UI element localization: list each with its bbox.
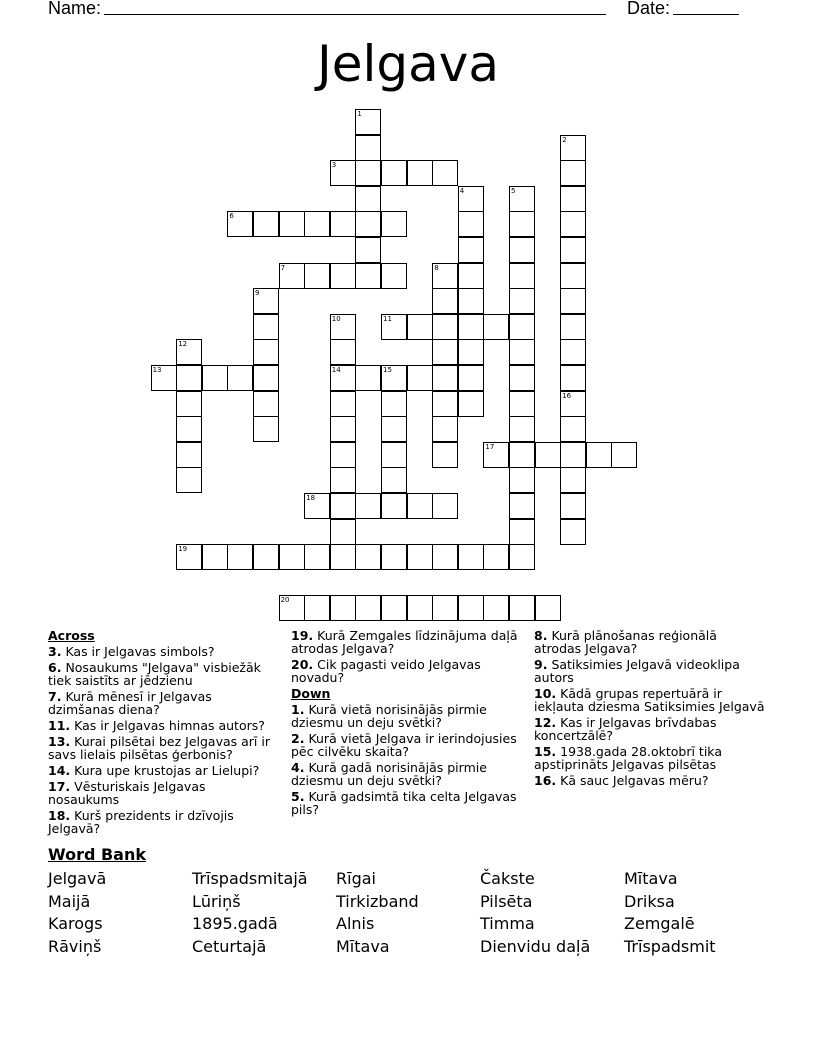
word-bank-item: Trīspadsmitajā bbox=[192, 869, 308, 888]
word-bank-item: Alnis bbox=[336, 914, 375, 933]
down-clue: 2. Kurā vietā Jelgava ir ierindojusies pēc cilvēku skaita? bbox=[291, 731, 517, 759]
clue-number: 16 bbox=[562, 391, 572, 400]
grid-cell[interactable] bbox=[227, 365, 253, 391]
grid-cell[interactable] bbox=[586, 442, 612, 468]
grid-cell[interactable] bbox=[483, 595, 509, 621]
clue-number: 14 bbox=[331, 366, 341, 374]
grid-cell[interactable] bbox=[330, 467, 356, 493]
word-bank-item: Čakste bbox=[480, 869, 535, 888]
grid-cell[interactable] bbox=[483, 442, 509, 468]
grid-cell[interactable] bbox=[330, 211, 356, 237]
word-bank-item: Jelgavā bbox=[48, 869, 107, 888]
clue-number: 15 bbox=[383, 366, 392, 374]
page-title: Jelgava bbox=[316, 35, 499, 93]
grid-cell[interactable] bbox=[304, 544, 330, 570]
grid-cell[interactable] bbox=[458, 314, 484, 340]
across-clue: 18. Kurš prezidents ir dzīvojis Jelgavā? bbox=[48, 808, 234, 836]
across-clue: 11. Kas ir Jelgavas himnas autors? bbox=[48, 718, 265, 733]
grid-cell[interactable] bbox=[253, 365, 279, 391]
grid-cell[interactable] bbox=[381, 442, 407, 468]
grid-cell[interactable] bbox=[509, 211, 535, 237]
grid-cell[interactable] bbox=[458, 288, 484, 314]
grid-cell[interactable] bbox=[432, 160, 458, 186]
word-bank-item: Mītava bbox=[336, 936, 390, 956]
grid-cell[interactable] bbox=[560, 442, 586, 468]
grid-cell[interactable] bbox=[560, 391, 586, 417]
grid-cell[interactable] bbox=[381, 467, 407, 493]
grid-cell[interactable] bbox=[560, 519, 586, 545]
grid-cell[interactable] bbox=[304, 493, 330, 519]
grid-cell[interactable] bbox=[381, 263, 407, 289]
grid-cell[interactable] bbox=[509, 467, 535, 493]
grid-cell[interactable] bbox=[253, 314, 279, 340]
grid-cell[interactable] bbox=[355, 595, 381, 621]
clue-number: 3 bbox=[331, 161, 337, 170]
grid-cell[interactable] bbox=[176, 467, 202, 493]
grid-cell[interactable] bbox=[458, 211, 484, 237]
grid-cell[interactable] bbox=[509, 391, 535, 417]
grid-cell[interactable] bbox=[560, 237, 586, 263]
down-heading: Down bbox=[291, 686, 331, 701]
grid-cell[interactable] bbox=[330, 544, 356, 570]
clue-number: 4 bbox=[459, 186, 465, 195]
grid-cell[interactable] bbox=[432, 263, 458, 289]
down-clue: 15. 1938.gada 28.oktobrī tika apstiprināts Jelgavas pilsētas bbox=[534, 744, 722, 772]
word-bank-item: Driksa bbox=[624, 891, 675, 911]
grid-cell[interactable] bbox=[381, 365, 407, 391]
word-bank-item: Lūriņš bbox=[192, 891, 241, 911]
grid-cell[interactable] bbox=[304, 211, 330, 237]
clue-number: 8 bbox=[434, 263, 439, 272]
grid-cell[interactable] bbox=[535, 595, 561, 621]
grid-cell[interactable] bbox=[330, 365, 356, 391]
grid-cell[interactable] bbox=[432, 339, 458, 365]
grid-cell[interactable] bbox=[407, 160, 433, 186]
grid-cell[interactable] bbox=[279, 544, 305, 570]
grid-cell[interactable] bbox=[535, 442, 561, 468]
clue-number: 10 bbox=[331, 314, 341, 323]
across-heading: Across bbox=[48, 628, 95, 643]
grid-cell[interactable] bbox=[381, 416, 407, 442]
clues-column-3 bbox=[534, 629, 766, 790]
grid-cell[interactable] bbox=[432, 544, 458, 570]
grid-cell[interactable] bbox=[355, 493, 381, 519]
grid-cell[interactable] bbox=[458, 237, 484, 263]
across-clue: 20. Cik pagasti veido Jelgavas novadu? bbox=[291, 657, 481, 685]
grid-cell[interactable] bbox=[176, 544, 202, 570]
across-clue: 19. Kurā Zemgales līdzinājuma daļā atrodas Jelgava? bbox=[291, 628, 518, 656]
grid-cell[interactable] bbox=[253, 391, 279, 417]
clues-column-1 bbox=[48, 629, 276, 838]
clue-number: 17 bbox=[485, 442, 495, 451]
grid-cell[interactable] bbox=[483, 314, 509, 340]
down-clue: 5. Kurā gadsimtā tika celta Jelgavas pils? bbox=[291, 789, 517, 817]
word-bank-item: Trīspadsmit bbox=[624, 936, 716, 956]
grid-cell[interactable] bbox=[176, 416, 202, 442]
down-clue: 4. Kurā gadā norisinājās pirmie dziesmu un deju svētki? bbox=[291, 760, 487, 788]
word-bank-item: Zemgalē bbox=[624, 914, 695, 933]
down-clue: 9. Satiksimies Jelgavā videoklipa autors bbox=[534, 657, 740, 685]
grid-cell[interactable] bbox=[458, 595, 484, 621]
word-bank-item: Tirkizband bbox=[336, 891, 419, 911]
grid-cell[interactable] bbox=[176, 391, 202, 417]
grid-cell[interactable] bbox=[330, 519, 356, 545]
grid-cell[interactable] bbox=[227, 211, 253, 237]
grid-cell[interactable] bbox=[253, 544, 279, 570]
grid-cell[interactable] bbox=[253, 211, 279, 237]
word-bank-item: Ceturtajā bbox=[192, 936, 267, 956]
grid-cell[interactable] bbox=[509, 365, 535, 391]
word-bank-item: Rīgai bbox=[336, 869, 376, 888]
clue-number: 20 bbox=[280, 596, 290, 605]
grid-cell[interactable] bbox=[355, 109, 381, 135]
grid-cell[interactable] bbox=[483, 544, 509, 570]
clue-number: 1 bbox=[357, 110, 362, 118]
grid-cell[interactable] bbox=[279, 595, 305, 621]
clue-number: 9 bbox=[255, 289, 260, 298]
grid-cell[interactable] bbox=[151, 365, 177, 391]
grid-cell[interactable] bbox=[560, 263, 586, 289]
grid-cell[interactable] bbox=[381, 211, 407, 237]
grid-cell[interactable] bbox=[330, 416, 356, 442]
clue-number: 2 bbox=[562, 135, 567, 144]
word-bank bbox=[48, 868, 768, 958]
clue-number: 7 bbox=[280, 263, 286, 272]
name-label: Name: bbox=[48, 0, 102, 18]
grid-cell[interactable] bbox=[458, 544, 484, 570]
grid-cell[interactable] bbox=[560, 339, 586, 365]
grid-cell[interactable] bbox=[355, 544, 381, 570]
grid-cell[interactable] bbox=[509, 288, 535, 314]
down-clue: 8. Kurā plānošanas reģionālā atrodas Jelgava? bbox=[534, 628, 717, 656]
grid-cell[interactable] bbox=[432, 416, 458, 442]
grid-cell[interactable] bbox=[432, 442, 458, 468]
across-clue: 14. Kura upe krustojas ar Lielupi? bbox=[48, 763, 260, 778]
grid-cell[interactable] bbox=[381, 493, 407, 519]
grid-cell[interactable] bbox=[458, 186, 484, 212]
word-bank-item: Pilsēta bbox=[480, 891, 533, 911]
grid-cell[interactable] bbox=[279, 263, 305, 289]
grid-cell[interactable] bbox=[227, 544, 253, 570]
grid-cell[interactable] bbox=[381, 544, 407, 570]
grid-cell[interactable] bbox=[407, 493, 433, 519]
grid-cell[interactable] bbox=[355, 263, 381, 289]
grid-cell[interactable] bbox=[355, 211, 381, 237]
grid-cell[interactable] bbox=[279, 211, 305, 237]
grid-cell[interactable] bbox=[458, 263, 484, 289]
across-clue: 13. Kurai pilsētai bez Jelgavas arī ir savs lielais pilsētas ģerbonis? bbox=[48, 734, 270, 762]
across-clue: 6. Nosaukums "Jelgava" visbiežāk tiek saistīts ar jēdzienu bbox=[48, 660, 261, 688]
grid-cell[interactable] bbox=[560, 416, 586, 442]
grid-cell[interactable] bbox=[176, 442, 202, 468]
grid-cell[interactable] bbox=[509, 544, 535, 570]
grid-cell[interactable] bbox=[330, 263, 356, 289]
grid-cell[interactable] bbox=[509, 314, 535, 340]
grid-cell[interactable] bbox=[355, 186, 381, 212]
grid-cell[interactable] bbox=[381, 160, 407, 186]
grid-cell[interactable] bbox=[202, 365, 228, 391]
grid-cell[interactable] bbox=[253, 339, 279, 365]
grid-cell[interactable] bbox=[509, 493, 535, 519]
grid-cell[interactable] bbox=[509, 519, 535, 545]
date-label: Date: bbox=[627, 0, 671, 18]
clue-number: 6 bbox=[229, 212, 234, 221]
down-clue: 10. Kādā grupas repertuārā ir iekļauta dziesma Satiksimies Jelgavā bbox=[534, 686, 765, 714]
grid-cell[interactable] bbox=[253, 416, 279, 442]
across-clue: 17. Vēsturiskais Jelgavas nosaukums bbox=[48, 779, 206, 807]
grid-cell[interactable] bbox=[432, 288, 458, 314]
word-bank-item: Dienvidu daļā bbox=[480, 936, 591, 956]
word-bank-item: Rāviņš bbox=[48, 936, 102, 956]
grid-cell[interactable] bbox=[560, 160, 586, 186]
grid-cell[interactable] bbox=[202, 544, 228, 570]
clue-number: 13 bbox=[152, 366, 162, 374]
grid-cell[interactable] bbox=[407, 544, 433, 570]
clue-number: 19 bbox=[178, 545, 188, 554]
word-bank-item: Mītava bbox=[624, 869, 678, 888]
down-clue: 16. Kā sauc Jelgavas mēru? bbox=[534, 773, 709, 788]
across-clue: 3. Kas ir Jelgavas simbols? bbox=[48, 644, 215, 659]
grid-cell[interactable] bbox=[355, 365, 381, 391]
word-bank-title: Word Bank bbox=[48, 845, 147, 864]
grid-cell[interactable] bbox=[330, 595, 356, 621]
word-bank-item: 1895.gadā bbox=[192, 914, 278, 933]
grid-cell[interactable] bbox=[407, 365, 433, 391]
grid-cell[interactable] bbox=[432, 493, 458, 519]
grid-cell[interactable] bbox=[432, 595, 458, 621]
grid-cell[interactable] bbox=[304, 263, 330, 289]
grid-cell[interactable] bbox=[381, 391, 407, 417]
grid-cell[interactable] bbox=[330, 391, 356, 417]
clue-number: 11 bbox=[383, 314, 392, 323]
grid-cell[interactable] bbox=[407, 595, 433, 621]
grid-cell[interactable] bbox=[330, 493, 356, 519]
grid-cell[interactable] bbox=[560, 493, 586, 519]
grid-cell[interactable] bbox=[509, 416, 535, 442]
clues-column-2 bbox=[291, 629, 521, 819]
grid-cell[interactable] bbox=[432, 314, 458, 340]
grid-cell[interactable] bbox=[509, 237, 535, 263]
across-clue: 7. Kurā mēnesī ir Jelgavas dzimšanas diena? bbox=[48, 689, 212, 717]
grid-cell[interactable] bbox=[330, 160, 356, 186]
grid-cell[interactable] bbox=[611, 442, 637, 468]
grid-cell[interactable] bbox=[509, 263, 535, 289]
grid-cell[interactable] bbox=[381, 595, 407, 621]
grid-cell[interactable] bbox=[458, 391, 484, 417]
grid-cell[interactable] bbox=[560, 211, 586, 237]
grid-cell[interactable] bbox=[330, 442, 356, 468]
grid-cell[interactable] bbox=[253, 288, 279, 314]
grid-cell[interactable] bbox=[432, 391, 458, 417]
grid-cell[interactable] bbox=[560, 186, 586, 212]
grid-cell[interactable] bbox=[432, 365, 458, 391]
grid-cell[interactable] bbox=[560, 365, 586, 391]
clue-number: 18 bbox=[306, 494, 316, 502]
grid-cell[interactable] bbox=[509, 595, 535, 621]
grid-cell[interactable] bbox=[560, 314, 586, 340]
word-bank-item: Karogs bbox=[48, 914, 103, 933]
grid-cell[interactable] bbox=[458, 365, 484, 391]
grid-cell[interactable] bbox=[509, 442, 535, 468]
grid-cell[interactable] bbox=[407, 314, 433, 340]
grid-cell[interactable] bbox=[381, 314, 407, 340]
clue-number: 5 bbox=[511, 186, 516, 195]
grid-cell[interactable] bbox=[560, 467, 586, 493]
grid-cell[interactable] bbox=[458, 339, 484, 365]
grid-cell[interactable] bbox=[560, 135, 586, 161]
down-clue: 1. Kurā vietā norisinājās pirmie dziesmu un deju svētki? bbox=[291, 702, 487, 730]
grid-cell[interactable] bbox=[355, 135, 381, 161]
down-clue: 12. Kas ir Jelgavas brīvdabas koncertzālē? bbox=[534, 715, 717, 743]
grid-cell[interactable] bbox=[330, 314, 356, 340]
word-bank-item: Maijā bbox=[48, 891, 91, 911]
grid-cell[interactable] bbox=[304, 595, 330, 621]
grid-cell[interactable] bbox=[355, 160, 381, 186]
grid-cell[interactable] bbox=[176, 365, 202, 391]
word-bank-item: Timma bbox=[480, 914, 535, 933]
clue-number: 12 bbox=[178, 340, 188, 349]
grid-cell[interactable] bbox=[509, 339, 535, 365]
grid-cell[interactable] bbox=[509, 186, 535, 212]
grid-cell[interactable] bbox=[330, 339, 356, 365]
grid-cell[interactable] bbox=[355, 237, 381, 263]
grid-cell[interactable] bbox=[560, 288, 586, 314]
grid-cell[interactable] bbox=[176, 339, 202, 365]
